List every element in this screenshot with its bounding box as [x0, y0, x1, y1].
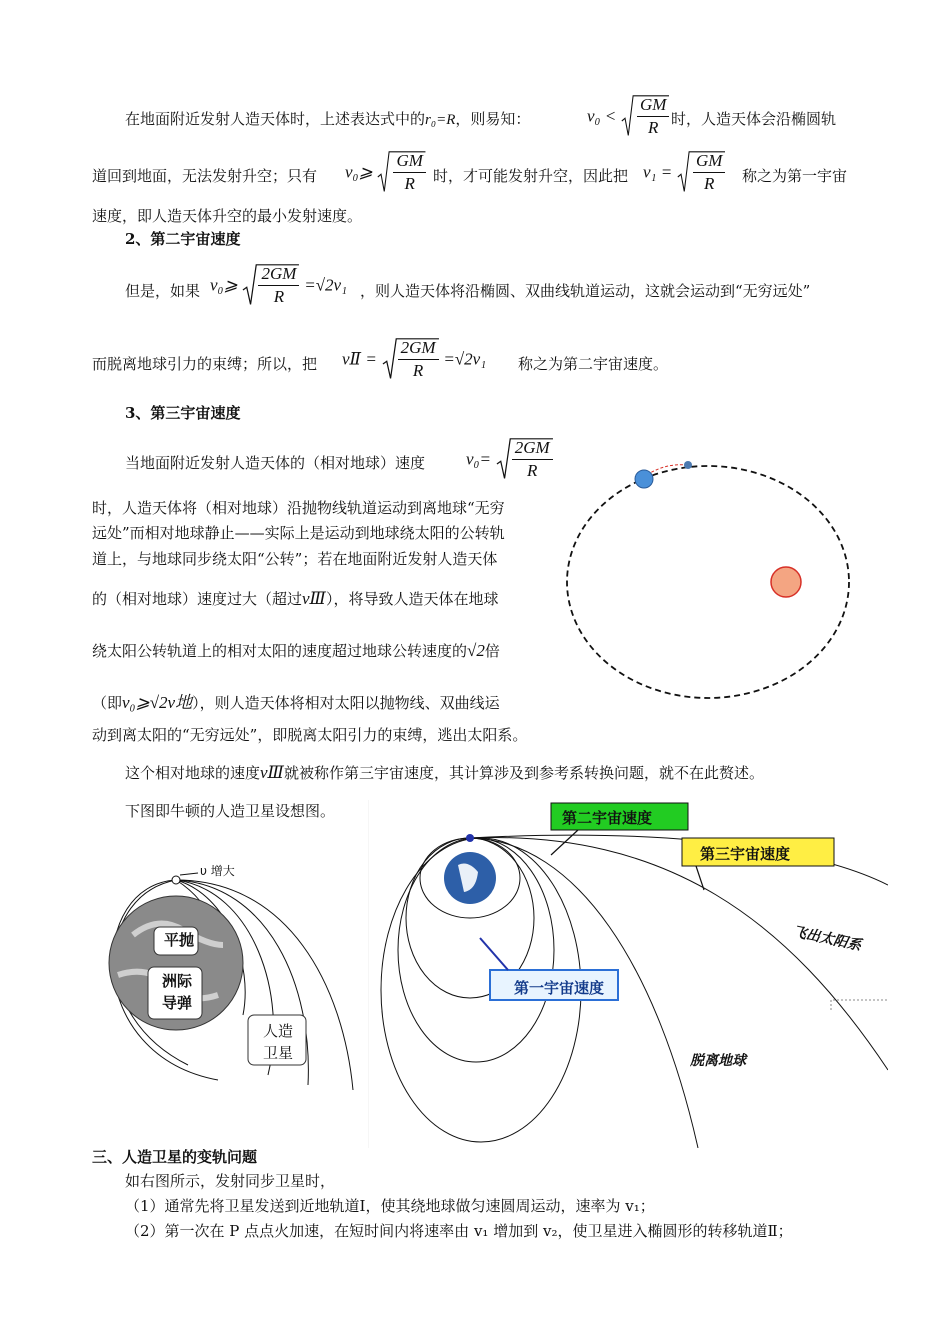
sqrt-2gm-r: [242, 263, 299, 308]
math-v3: vⅢ: [302, 589, 326, 608]
math-eq: =√2v₁: [304, 275, 347, 295]
p3-l6: [92, 688, 500, 713]
pointer-first: [480, 938, 508, 970]
p3-l1: 时，人造天体将（相对地球）沿抛物线轨道运动到离地球“无穷: [92, 499, 505, 517]
text: 就被称作第三宇宙速度，其计算涉及到参考系转换问题，就不在此赘述。: [283, 764, 764, 782]
escape-trajectory: [647, 465, 687, 475]
p2-d: 称之为第二宇宙速度。: [518, 355, 669, 373]
pointer-third: [696, 866, 704, 890]
radical-icon: [496, 437, 553, 482]
label-escape-sun: 飞出太阳系: [790, 923, 863, 955]
sec3-p1: 如右图所示，发射同步卫星时，: [125, 1172, 336, 1190]
math-r0: r₀=R: [425, 112, 456, 128]
math-v3: vⅢ: [260, 763, 284, 782]
label-third-cosmic: 第三宇宙速度: [700, 845, 791, 863]
label-escape-earth: 脱离地球: [690, 1053, 746, 1069]
sec3-p3: （2）第一次在 P 点点火加速，在短时间内将速率由 v₁ 增加到 v₂，使卫星进入椭圆形的转移轨道Ⅱ；: [125, 1222, 793, 1240]
label-satellite-1: 人造: [263, 1022, 294, 1040]
launch-point-icon: [466, 834, 474, 842]
speed-increase-label: υ 增大: [200, 864, 235, 878]
label-missile-2: 导弹: [162, 994, 193, 1012]
text: 的（相对地球）速度过大（超过: [92, 590, 303, 608]
p1-line3: 速度，即人造天体升空的最小发射速度。: [92, 207, 363, 225]
p3-formula: [466, 437, 553, 482]
denominator: R: [648, 118, 659, 137]
numerator: GM: [393, 150, 425, 173]
math-v2-eq: vⅡ =: [342, 349, 377, 369]
math-v0-eq: v₀=: [466, 449, 491, 469]
heading-third-cosmic: 3、第三宇宙速度: [125, 404, 241, 422]
p3-l4: [92, 588, 498, 609]
p2-formula1: [210, 263, 347, 308]
speed-arrow-icon: [180, 873, 198, 875]
text: 这个相对地球的速度: [125, 764, 261, 782]
earth-orbit-path: [567, 466, 849, 698]
p3-l3: 道上，与地球同步绕太阳“公转”；若在地面附近发射人造天体: [92, 550, 498, 568]
p3-l5: [92, 640, 500, 661]
numerator: 2GM: [398, 337, 439, 360]
denominator: R: [527, 461, 538, 480]
label-second-cosmic: 第二宇宙速度: [562, 809, 653, 827]
numerator: 2GM: [512, 437, 553, 460]
text: 在地面附近发射人造天体时，上述表达式中的: [125, 110, 426, 128]
denominator: R: [273, 287, 285, 306]
sqrt-gm-r: [677, 150, 725, 195]
radical-icon: [242, 263, 299, 308]
math-eq: =√2v₁: [443, 349, 487, 369]
cosmic-velocity-figure: [368, 800, 888, 1148]
sqrt-2gm-r: [382, 337, 439, 382]
p2-c: 而脱离地球引力的束缚；所以，把: [92, 355, 318, 373]
p3-l9: 下图即牛顿的人造卫星设想图。: [125, 802, 336, 820]
radical-icon: [382, 337, 439, 382]
heading-second-cosmic: 2、第二宇宙速度: [125, 230, 241, 248]
radical-icon: [677, 150, 725, 195]
numerator: GM: [637, 94, 669, 117]
p2-b: ，则人造天体将沿椭圆、双曲线轨道运动，这就会运动到“无穷远处”: [360, 282, 811, 300]
p1-line2-a: 道回到地面，无法发射升空；只有: [92, 167, 318, 185]
sun-orbit-figure: [565, 455, 865, 705]
p2-a: 但是，如果: [125, 282, 201, 300]
label-pingpao: 平抛: [164, 931, 195, 949]
denominator: R: [412, 361, 424, 380]
mountain-top-icon: [172, 876, 180, 884]
text: ），则人造天体将相对太阳以抛物线、双曲线运: [192, 694, 500, 712]
p1-formula2: [345, 150, 426, 195]
p1-line1: [125, 108, 530, 129]
p1-line1-tail: 时，人造天体会沿椭圆轨: [671, 110, 837, 128]
section-title-orbit-transfer: 三、人造卫星的变轨问题: [92, 1148, 258, 1166]
p3-l7: 动到离太阳的“无穷远处”，即脱离太阳引力的束缚，逃出太阳系。: [92, 726, 528, 744]
text: ），将导致人造天体在地球: [325, 590, 499, 608]
p1-formula3: [643, 150, 725, 195]
math-v0-lt: v₀ <: [587, 106, 617, 126]
p2-formula2: [342, 337, 486, 382]
p1-formula1: [587, 94, 669, 139]
p3-a: 当地面附近发射人造天体的（相对地球）速度: [125, 454, 426, 472]
p3-l8: [125, 762, 764, 783]
label-first-cosmic: 第一宇宙速度: [514, 979, 605, 997]
text: （即: [92, 694, 123, 712]
sqrt-gm-r: [621, 94, 669, 139]
sqrt-2gm-r: [496, 437, 553, 482]
newton-cannon-figure: [88, 855, 363, 1095]
p1-line2-b: 时，才可能发射升空，因此把: [433, 167, 629, 185]
sqrt-gm-r: [377, 150, 425, 195]
math-sqrt2: √2: [467, 641, 485, 660]
label-satellite-2: 卫星: [263, 1044, 294, 1062]
text: 绕太阳公转轨道上的相对太阳的速度超过地球公转速度的: [92, 642, 468, 660]
radical-icon: [377, 150, 425, 195]
radical-icon: [621, 94, 669, 139]
denominator: R: [704, 174, 715, 193]
math-v0-ge: v₀⩾: [210, 275, 238, 295]
earth-icon: [635, 470, 653, 488]
numerator: GM: [693, 150, 725, 173]
math-v0-ge-sqrt2: v₀⩾√2v地: [122, 693, 193, 712]
p1-line2-c: 称之为第一宇宙: [742, 167, 848, 185]
sec3-p2: （1）通常先将卫星发送到近地轨道Ⅰ，使其绕地球做匀速圆周运动，速率为 v₁；: [125, 1197, 655, 1215]
text: ，则易知：: [455, 110, 531, 128]
sun-icon: [771, 567, 801, 597]
label-missile-1: 洲际: [162, 972, 193, 990]
pointer-second: [551, 830, 578, 855]
denominator: R: [404, 174, 415, 193]
math-v0-ge: v₀⩾: [345, 162, 373, 182]
spacecraft-icon: [684, 461, 692, 469]
p3-l2: 远处”而相对地球静止——实际上是运动到地球绕太阳的公转轨: [92, 524, 505, 542]
text: 倍: [484, 642, 500, 660]
numerator: 2GM: [258, 263, 299, 286]
math-v1-eq: v₁ =: [643, 162, 673, 182]
